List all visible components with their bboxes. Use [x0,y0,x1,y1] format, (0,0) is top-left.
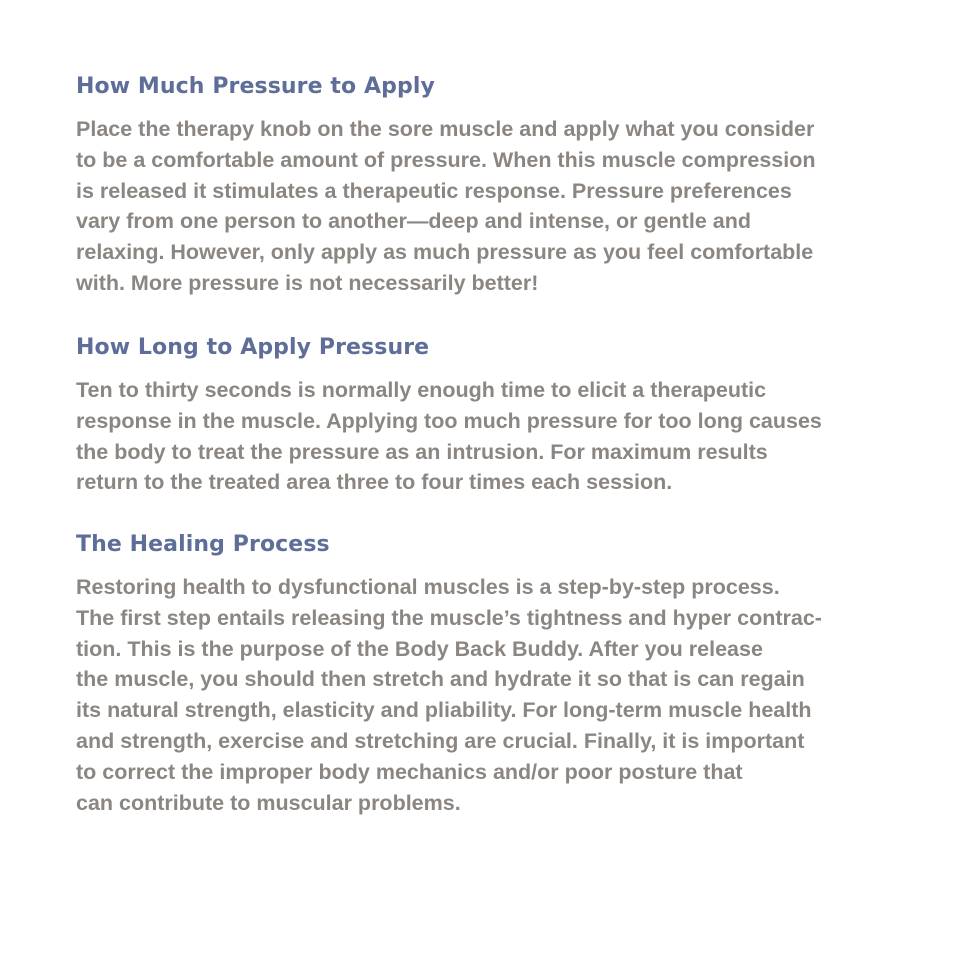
paragraph-line: the body to treat the pressure as an intrusion. For maximum results [76,439,768,464]
paragraph-line: to correct the improper body mechanics and/or poor posture that [76,759,743,784]
paragraph-line: with. More pressure is not necessarily better! [76,270,539,295]
paragraph-line: can contribute to muscular problems. [76,790,461,815]
paragraph-line: The first step entails releasing the muscle’s tightness and hyper contrac- [76,605,822,630]
paragraph-line: Place the therapy knob on the sore muscle and apply what you consider [76,117,815,141]
section-paragraph [76,375,822,498]
section-heading: How Long to Apply Pressure [76,335,430,360]
paragraph-line: the muscle, you should then stretch and hydrate it so that is can regain [76,667,805,692]
section-heading: How Much Pressure to Apply [76,74,435,99]
paragraph-line: response in the muscle. Applying too much pressure for too long causes [76,408,822,433]
paragraph-line: tion. This is the purpose of the Body Back Buddy. After you release [76,636,763,661]
paragraph-line: is released it stimulates a therapeutic response. Pressure preferences [76,178,792,203]
paragraph-line: return to the treated area three to four times each session. [76,470,673,495]
section-paragraph [76,572,822,818]
paragraph-line: Ten to thirty seconds is normally enough time to elicit a therapeutic [76,378,767,402]
section-pressure-amount [76,72,816,299]
section-heading: The Healing Process [76,532,330,557]
paragraph-line: relaxing. However, only apply as much pressure as you feel comfortable [76,240,814,265]
section-paragraph [76,114,816,299]
section-healing-process [76,530,822,818]
paragraph-line: vary from one person to another—deep and intense, or gentle and [76,209,751,234]
paragraph-line: and strength, exercise and stretching are crucial. Finally, it is important [76,728,805,753]
paragraph-line: Restoring health to dysfunctional muscles is a step-by-step process. [76,575,780,599]
paragraph-line: to be a comfortable amount of pressure. When this muscle compression [76,147,816,172]
paragraph-line: its natural strength, elasticity and pliability. For long-term muscle health [76,698,812,723]
section-pressure-duration [76,333,822,498]
